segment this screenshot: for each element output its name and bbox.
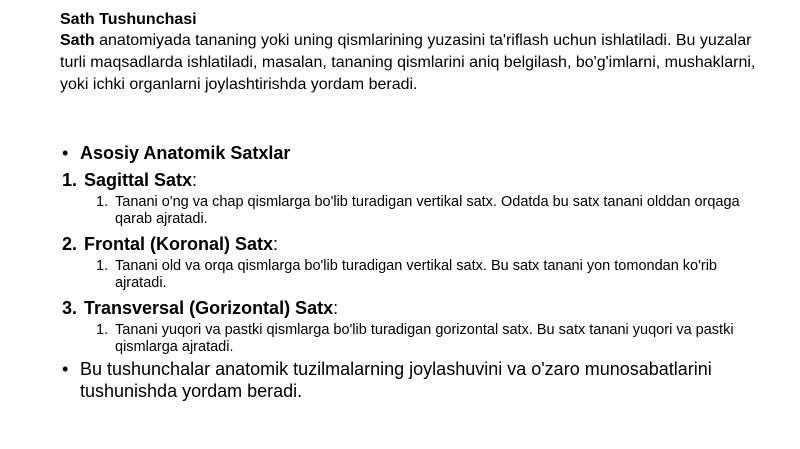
- section-number: 1.: [62, 170, 78, 190]
- section-frontal: [62, 232, 762, 292]
- item-number: 1.: [96, 258, 109, 274]
- section-colon: :: [273, 234, 279, 254]
- section-sagittal: [62, 168, 762, 228]
- content-block: [62, 142, 762, 402]
- conclusion-bullet: [62, 358, 762, 402]
- intro-title: Sath Tushunchasi: [60, 11, 197, 28]
- bullet-dot: •: [62, 359, 69, 379]
- section-title-row: [62, 168, 762, 192]
- section-colon: :: [192, 170, 198, 190]
- intro-text: anatomiyada tananing yoki uning qismlarining yuzasini ta'riflash uchun ishlatiladi. Bu yuzalar turli maqsadlarda ishlatiladi, masalan, tananing qismlarini aniq belgilash, bo'g'imlarni, mushaklarni, yoki ichki organlarni joylashtirishda yordam beradi.: [60, 32, 756, 93]
- section-title: Frontal (Koronal) Satx: [84, 234, 274, 254]
- item-number: 1.: [96, 194, 109, 210]
- section-title-row: [62, 232, 762, 256]
- intro-block: [60, 9, 780, 96]
- intro-term: Sath: [60, 32, 95, 49]
- section-number: 2.: [62, 234, 78, 254]
- section-title: Sagittal Satx: [84, 170, 193, 190]
- section-transversal: [62, 296, 762, 356]
- heading-bullet: [62, 142, 762, 164]
- item-text: Tanani o'ng va chap qismlarga bo'lib turadigan vertikal satx. Odatda bu satx tanani olddan orqaga qarab ajratadi.: [115, 194, 740, 227]
- item-number: 1.: [96, 322, 109, 338]
- section-item: [96, 322, 762, 356]
- section-item: [96, 258, 762, 292]
- item-text: Tanani yuqori va pastki qismlarga bo'lib turadigan gorizontal satx. Bu satx tanani yuqori va pastki qismlarga ajratadi.: [115, 322, 734, 355]
- section-heading: Asosiy Anatomik Satxlar: [80, 143, 291, 163]
- section-colon: :: [333, 298, 339, 318]
- section-title: Transversal (Gorizontal) Satx: [84, 298, 334, 318]
- section-title-row: [62, 296, 762, 320]
- section-number: 3.: [62, 298, 78, 318]
- bullet-dot: •: [62, 143, 69, 163]
- section-item: [96, 194, 762, 228]
- item-text: Tanani old va orqa qismlarga bo'lib turadigan vertikal satx. Bu satx tanani yon tomondan ko'rib ajratadi.: [115, 258, 717, 291]
- intro-paragraph: [60, 30, 780, 96]
- conclusion-text: Bu tushunchalar anatomik tuzilmalarning joylashuvini va o'zaro munosabatlarini tushunishda yordam beradi.: [80, 359, 712, 401]
